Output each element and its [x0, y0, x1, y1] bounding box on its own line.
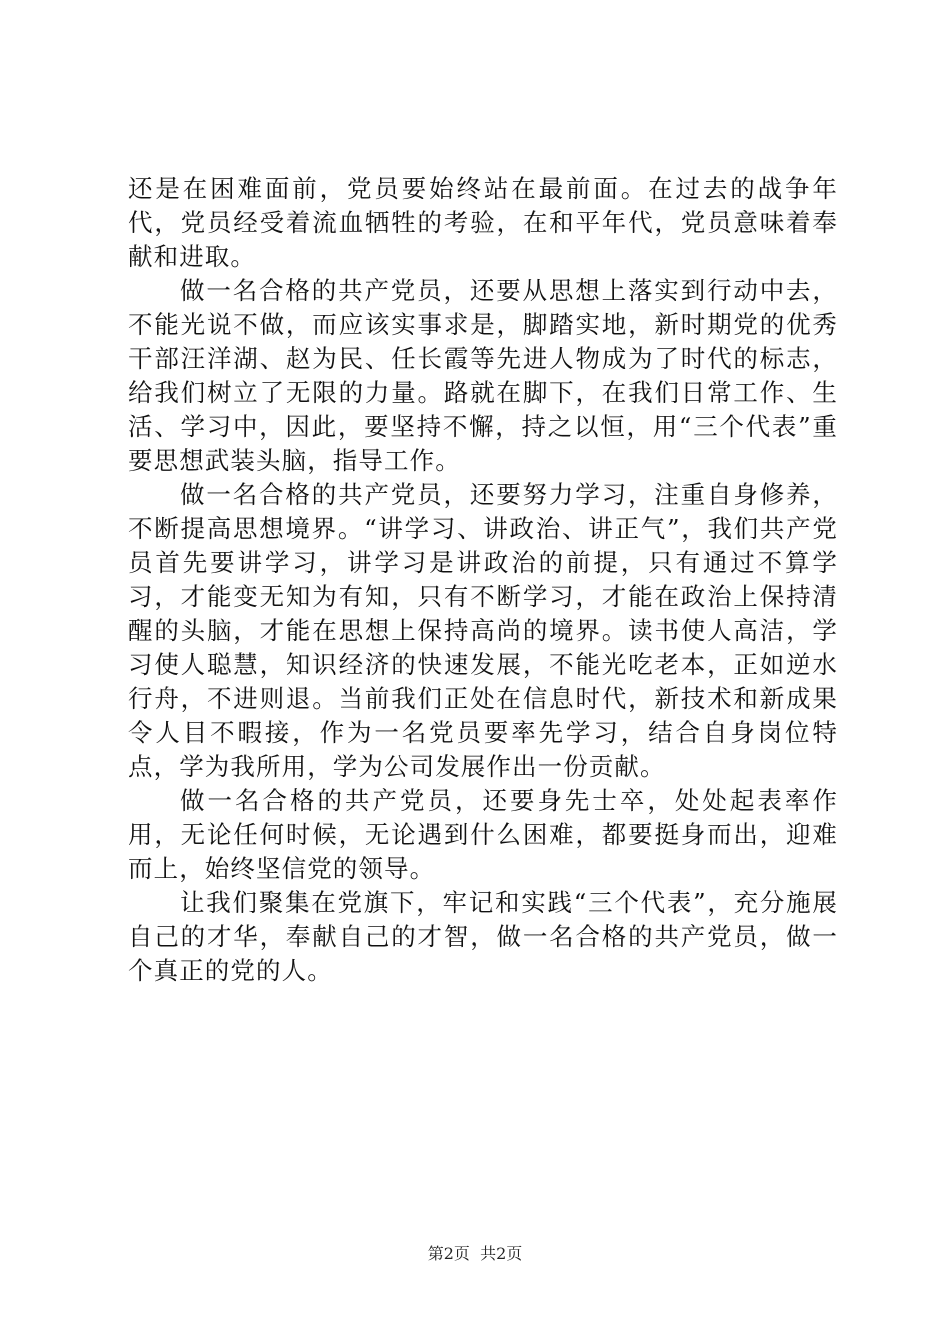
paragraph-closing: 让我们聚集在党旗下，牢记和实践“三个代表”，充分施展自己的才华，奉献自己的才智，做一名合格的共产党员，做一个真正的党的人。	[128, 888, 838, 985]
page-footer	[0, 1244, 950, 1264]
paragraph-study: 做一名合格的共产党员，还要努力学习，注重自身修养，不断提高思想境界。“讲学习、讲政治、讲正气”，我们共产党员首先要讲学习，讲学习是讲政治的前提，只有通过不算学习，才能变无知为有知，只有不断学习，才能在政治上保持清醒的头脑，才能在思想上保持高尚的境界。读书使人高洁，学习使人聪慧，知识经济的快速发展，不能光吃老本，正如逆水行舟，不进则退。当前我们正处在信息时代，新技术和新成果令人目不暇接，作为一名党员要率先学习，结合自身岗位特点，学为我所用，学为公司发展作出一份贡献。	[128, 480, 838, 781]
page-number: 第2页 共2页	[427, 1244, 523, 1263]
document-body	[128, 172, 838, 988]
paragraph-example: 做一名合格的共产党员，还要身先士卒，处处起表率作用，无论任何时候，无论遇到什么困难，都要挺身而出，迎难而上，始终坚信党的领导。	[128, 786, 838, 883]
paragraph-continuation: 还是在困难面前，党员要始终站在最前面。在过去的战争年代，党员经受着流血牺牲的考验，在和平年代，党员意味着奉献和进取。	[128, 174, 838, 271]
paragraph-action: 做一名合格的共产党员，还要从思想上落实到行动中去，不能光说不做，而应该实事求是，脚踏实地，新时期党的优秀干部汪洋湖、赵为民、任长霞等先进人物成为了时代的标志，给我们树立了无限的力量。路就在脚下，在我们日常工作、生活、学习中，因此，要坚持不懈，持之以恒，用“三个代表”重要思想武装头脑，指导工作。	[128, 276, 838, 475]
